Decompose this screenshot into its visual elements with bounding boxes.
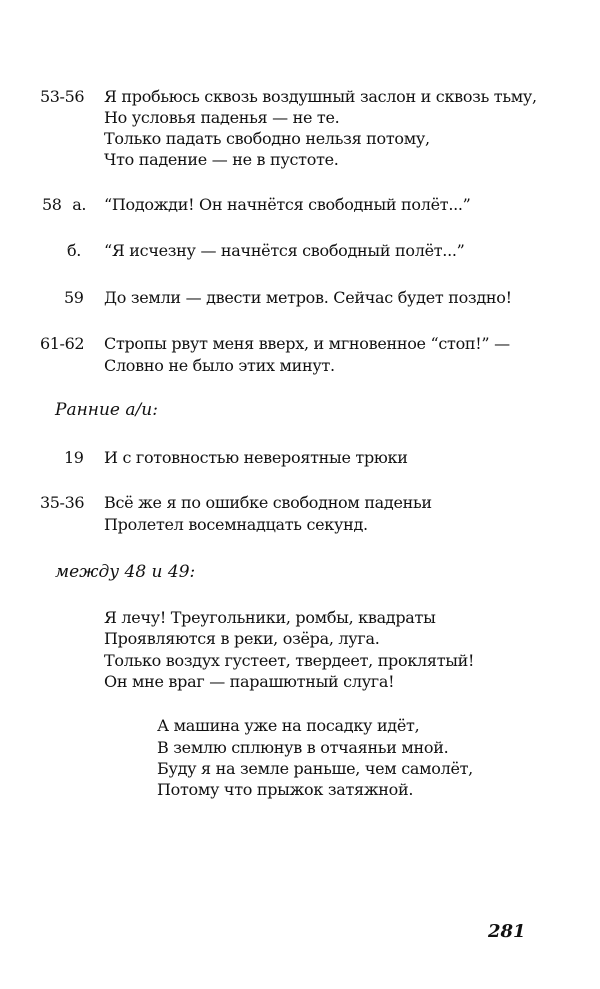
variant-line-number: 59 [64, 288, 84, 307]
verse-line: До земли — двести метров. Сейчас будет поздно! [104, 288, 512, 307]
section-heading-early-variants: Ранние а/и: [55, 400, 158, 420]
verse-line: Я пробьюсь сквозь воздушный заслон и сквозь тьму, [104, 87, 537, 106]
verse-line: Словно не было этих минут. [104, 356, 335, 375]
verse-line: В землю сплюнув в отчаяньи мной. [157, 738, 449, 757]
section-heading-between: между 48 и 49: [55, 562, 196, 582]
verse-line: Он мне враг — парашютный слуга! [104, 672, 395, 691]
verse-line: Но условья паденья — не те. [104, 108, 340, 127]
verse-line: Я лечу! Треугольники, ромбы, квадраты [104, 608, 436, 627]
page-number: 281 [488, 921, 526, 942]
verse-line: Что падение — не в пустоте. [104, 150, 339, 169]
variant-line-number: 58 а. [42, 195, 87, 214]
variant-line-number: б. [67, 241, 81, 260]
verse-line: Только воздух густеет, твердеет, проклятый! [104, 651, 475, 670]
verse-line: Только падать свободно нельзя потому, [104, 129, 430, 148]
variant-line-number: 53-56 [40, 87, 85, 106]
verse-line: А машина уже на посадку идёт, [157, 716, 420, 735]
verse-line: И с готовностью невероятные трюки [104, 448, 408, 467]
verse-line: Пролетел восемнадцать секунд. [104, 515, 368, 534]
variant-line-number: 61-62 [40, 334, 85, 353]
verse-line: Потому что прыжок затяжной. [157, 780, 414, 799]
variant-line-number: 19 [64, 448, 84, 467]
verse-line: “Я исчезну — начнётся свободный полёт...” [104, 241, 465, 260]
verse-line: Проявляются в реки, озёра, луга. [104, 629, 380, 648]
verse-line: Всё же я по ошибке свободном паденьи [104, 493, 432, 512]
verse-line: Буду я на земле раньше, чем самолёт, [157, 759, 473, 778]
verse-line: Стропы рвут меня вверх, и мгновенное “стоп!” — [104, 334, 510, 353]
verse-line: “Подожди! Он начнётся свободный полёт...” [104, 195, 471, 214]
variant-line-number: 35-36 [40, 493, 85, 512]
